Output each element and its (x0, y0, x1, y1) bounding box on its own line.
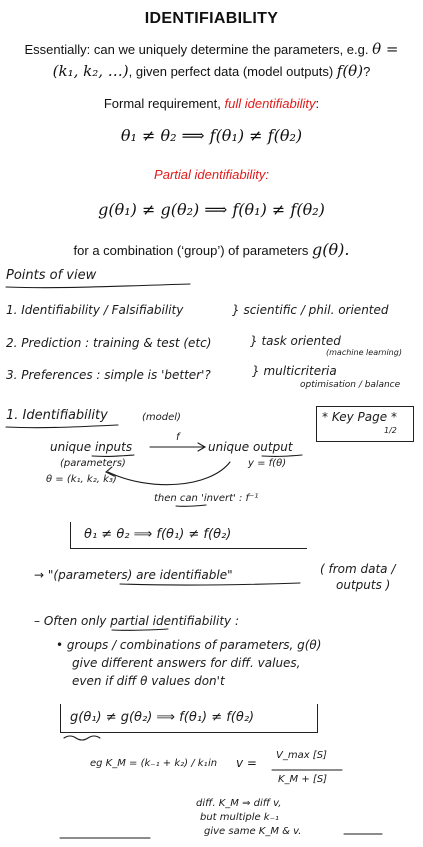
output-underline (262, 455, 302, 456)
pov-1-left: 1. Identifiability / Falsifiability (6, 303, 184, 317)
unique-inputs: unique inputs (50, 440, 133, 454)
outputs-note: outputs ) (336, 578, 391, 592)
formal-suffix: : (315, 96, 320, 111)
mm-numerator: V_max [S] (276, 750, 327, 761)
boxed-partial-formula: g(θ₁) ≠ g(θ₂) ⟹ f(θ₁) ≠ f(θ₂) (70, 710, 255, 725)
formal-prefix: Formal requirement, (103, 96, 225, 111)
same-km-note: give same K_M & v. (204, 826, 302, 837)
mm-denominator: K_M + [S] (278, 774, 328, 785)
invert-arrow (108, 462, 230, 485)
unique-output: unique output (208, 440, 293, 454)
slide-title: IDENTIFIABILITY (144, 10, 279, 27)
formal-requirement (0, 96, 423, 111)
combination-line (0, 240, 423, 259)
multiple-k-note: but multiple k₋₁ (200, 812, 279, 823)
bullet-diff-theta: even if diff θ values don't (72, 674, 225, 688)
g-theta: g(θ). (312, 240, 350, 259)
g-underline (64, 736, 100, 740)
pov-3-sub: optimisation / balance (300, 380, 401, 390)
km-example: eg K_M = (k₋₁ + k₂) / k₁ (90, 758, 208, 769)
bullet-diff-answers: give different answers for diff. values, (72, 656, 301, 670)
pov-2-left: 2. Prediction : training & test (etc) (6, 336, 212, 350)
param-tuple: (k₁, k₂, …) (52, 62, 129, 80)
pov-2-sub: (machine learning) (326, 348, 402, 357)
partial-identifiability-formula: g(θ₁) ≠ g(θ₂) ⟹ f(θ₁) ≠ f(θ₂) (98, 200, 325, 219)
section-1-heading: 1. Identifiability (6, 408, 108, 423)
boxed-full-formula: θ₁ ≠ θ₂ ⟹ f(θ₁) ≠ f(θ₂) (84, 527, 232, 542)
theta-equals: θ = (372, 40, 399, 58)
pov-2-right: } task oriented (250, 334, 341, 348)
intro-prefix: Essentially: can we uniquely determine the parameters, e.g. (24, 42, 373, 57)
bullet-groups: • groups / combinations of parameters, g(θ) (56, 638, 322, 652)
in-label: in (208, 758, 218, 769)
full-identifiability-label: full identifiability (224, 96, 316, 111)
can-underline (176, 505, 206, 506)
partial-underline (112, 629, 168, 630)
pov-3-left: 3. Preferences : simple is 'better'? (6, 368, 211, 382)
v-equals: v = (236, 756, 257, 770)
invert-note: then can 'invert' : f⁻¹ (154, 493, 259, 504)
pov-3-right: } multicriteria (252, 364, 337, 378)
points-of-view-heading: Points of view (6, 268, 97, 283)
combination-prefix: for a combination (‘group’) of parameters (73, 243, 312, 258)
intro-mid: , given perfect data (model outputs) (128, 64, 337, 79)
inputs-underline (92, 455, 134, 456)
key-page-label: * Key Page * (322, 410, 397, 424)
intro-line-2 (0, 62, 423, 80)
partial-identifiability-heading: Partial identifiability: (154, 167, 269, 182)
forward-arrowhead (198, 443, 205, 451)
params-identifiable-note: → "(parameters) are identifiable" (34, 568, 233, 582)
points-of-view-underline (6, 284, 190, 288)
f-theta: f(θ) (336, 62, 364, 80)
diff-km-note: diff. K_M ⇒ diff v, (196, 798, 282, 809)
model-label: (model) (142, 412, 181, 423)
y-equals-f-theta: y = f(θ) (248, 458, 287, 469)
key-page-number: 1/2 (384, 426, 397, 435)
pov-1-right: } scientific / phil. oriented (232, 303, 389, 317)
section-1-underline (6, 425, 118, 428)
theta-definition: θ = (k₁, k₂, k₃) (46, 474, 117, 485)
intro-line-1 (0, 40, 423, 58)
f-arrow-label: f (176, 432, 180, 443)
from-data-note: ( from data / (320, 562, 396, 576)
intro-suffix: ? (363, 64, 371, 79)
often-partial-note: – Often only partial identifiability : (34, 614, 240, 628)
identifiable-underline (120, 583, 300, 585)
full-identifiability-formula: θ₁ ≠ θ₂ ⟹ f(θ₁) ≠ f(θ₂) (120, 126, 303, 145)
parameters-label: (parameters) (60, 458, 126, 469)
